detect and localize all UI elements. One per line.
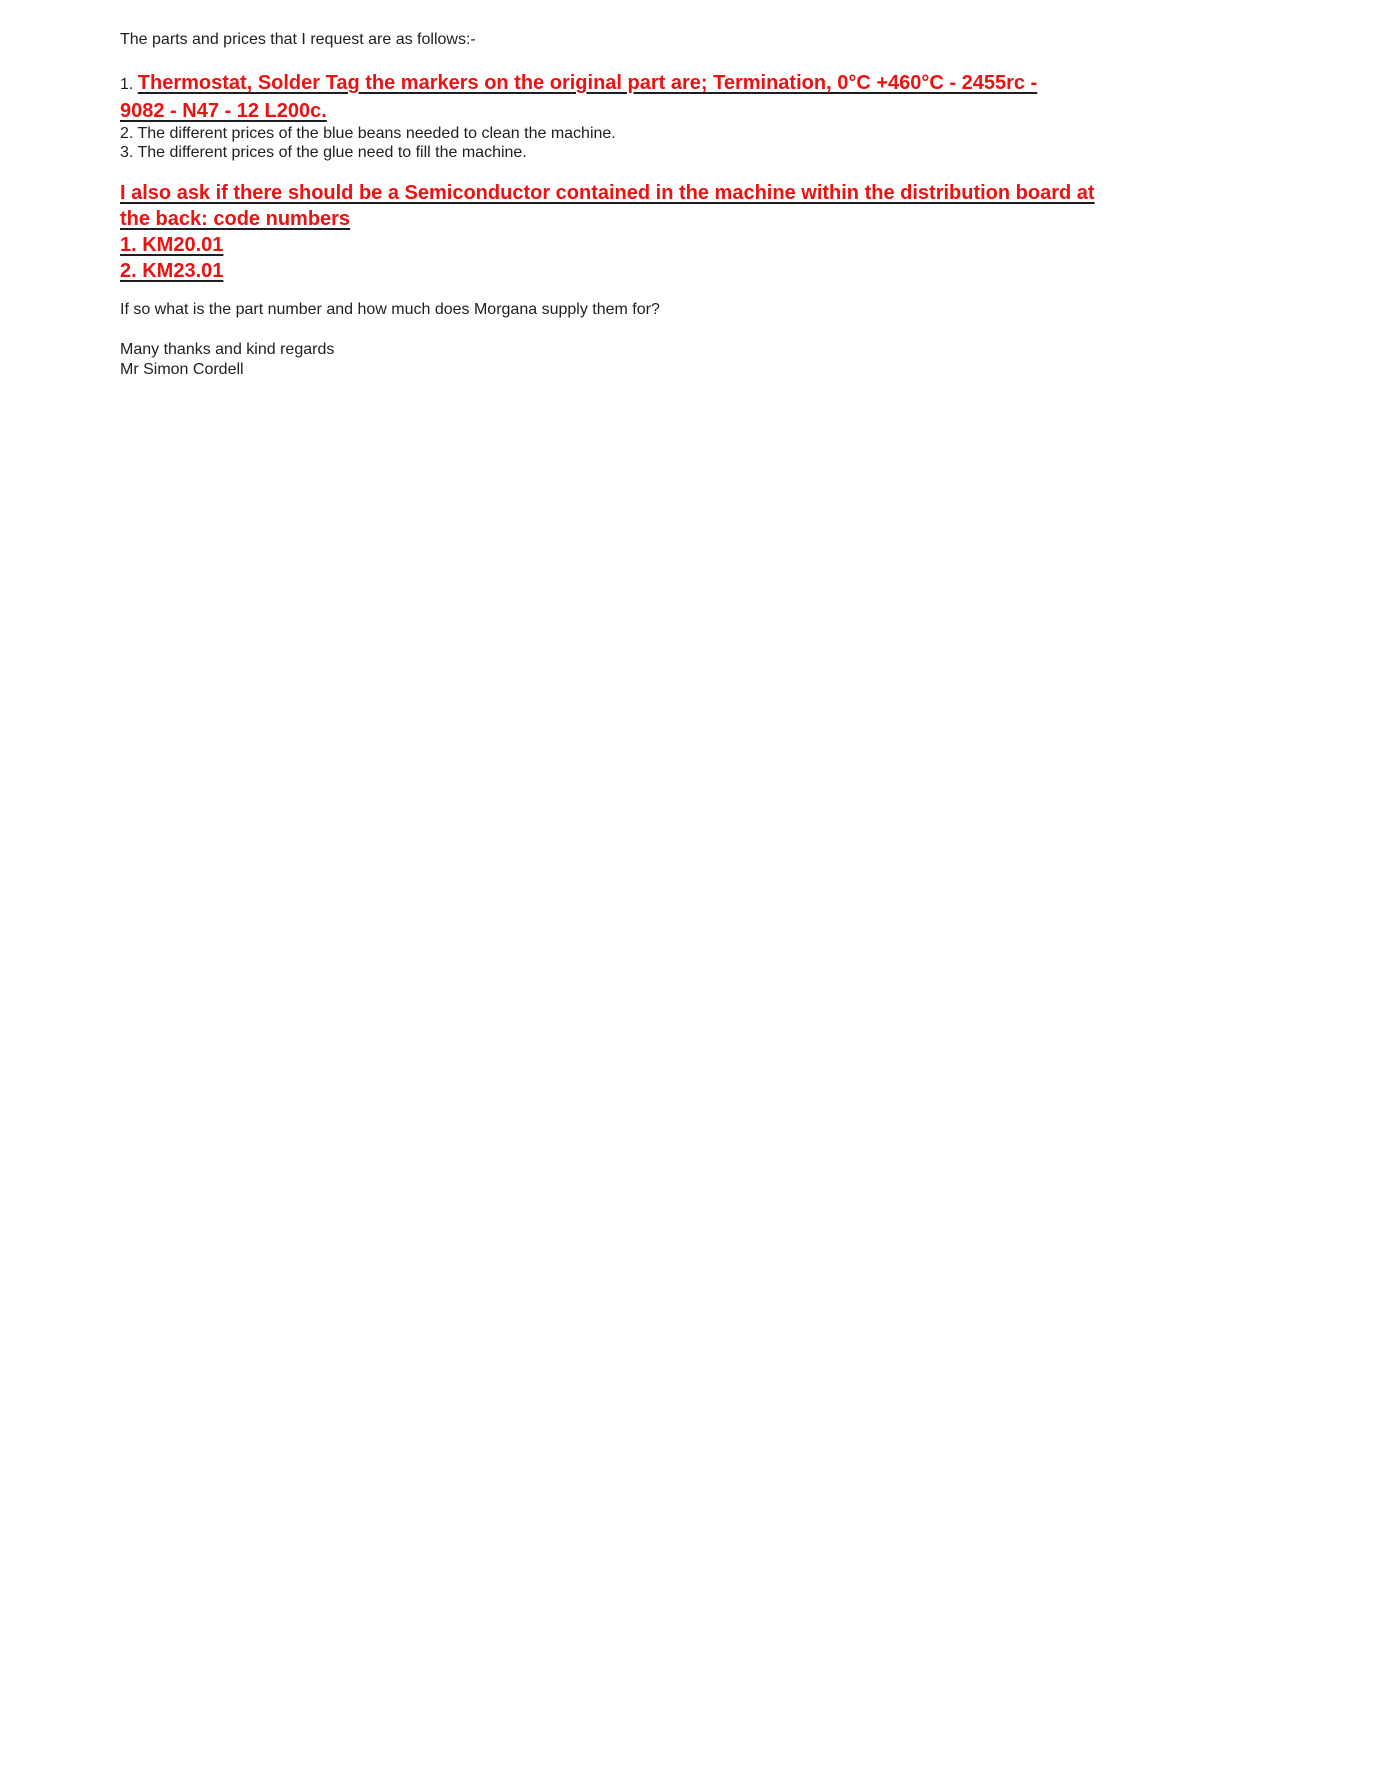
signature-line: Mr Simon Cordell bbox=[120, 361, 244, 378]
code-number-2 bbox=[120, 258, 1130, 284]
parts-item-1-number: 1. bbox=[120, 76, 138, 93]
code-number-1 bbox=[120, 232, 1130, 258]
request-line-1 bbox=[120, 180, 1130, 206]
parts-item-1-line-1 bbox=[120, 70, 1130, 98]
parts-item-1-text: Thermostat, Solder Tag the markers on the original part are; Termination, 0°C +460°C - 2455rc - bbox=[137, 72, 1038, 94]
intro-line: The parts and prices that I request are as follows:- bbox=[120, 31, 476, 48]
request-line-2-text: the back: code numbers bbox=[120, 208, 351, 230]
request-line-1-text: I also ask if there should be a Semiconductor contained in the machine within the distribution board at bbox=[120, 182, 1095, 204]
letter-body bbox=[120, 30, 1130, 380]
parts-item-1-line-2 bbox=[120, 98, 1130, 124]
closing-line: Many thanks and kind regards bbox=[120, 341, 335, 358]
question-line: If so what is the part number and how much does Morgana supply them for? bbox=[120, 301, 660, 318]
code-number-2-text: 2. KM23.01 bbox=[120, 260, 224, 282]
parts-item-1-text-continued: 9082 - N47 - 12 L200c. bbox=[120, 100, 327, 122]
parts-item-3: 3. The different prices of the glue need to fill the machine. bbox=[120, 144, 527, 161]
request-line-2 bbox=[120, 206, 1130, 232]
code-number-1-text: 1. KM20.01 bbox=[120, 234, 224, 256]
parts-item-2: 2. The different prices of the blue beans needed to clean the machine. bbox=[120, 125, 616, 142]
